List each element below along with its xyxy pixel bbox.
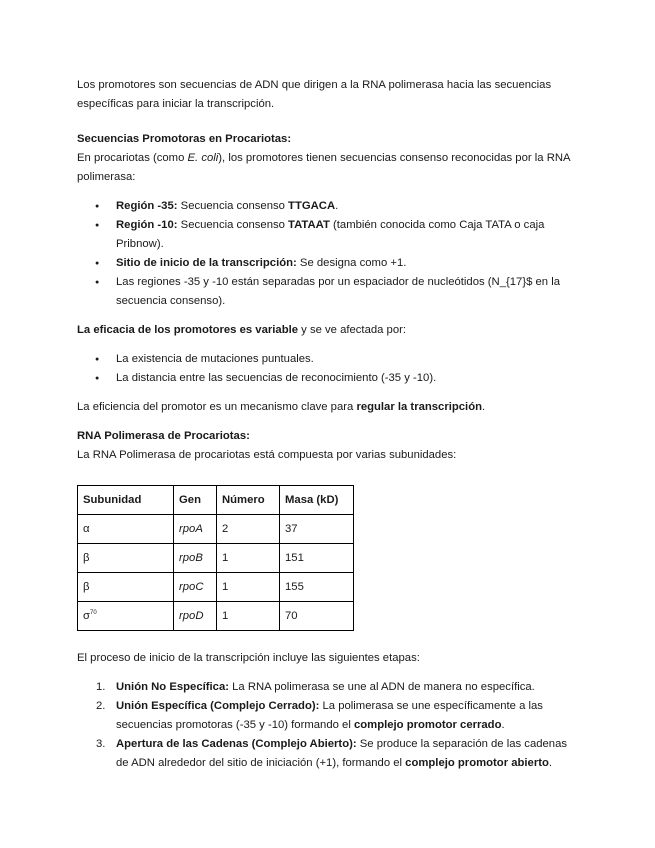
gene-cell: rpoA [174,515,217,544]
mass-cell: 155 [280,573,354,602]
section-heading-promoters: Secuencias Promotoras en Procariotas: [77,133,292,145]
list-item: 3. Apertura de las Cadenas (Complejo Abierto): Se produce la separación de las cadenas de ADN alrededor del sitio de iniciación (+1), formando el complejo promotor abierto. [96,738,568,769]
list-item: ● Sitio de inicio de la transcripción: Se designa como +1. [77,254,577,273]
process-intro: El proceso de inicio de la transcripción incluye las siguientes etapas: [77,652,420,664]
list-item: ● La existencia de mutaciones puntuales. [77,350,577,369]
list-item: ● Región -10: Secuencia consenso TATAAT (también conocida como Caja TATA o caja Pribnow). [77,216,577,254]
gene-cell: rpoD [174,602,217,631]
subunit-cell: β [78,544,174,573]
column-header: Subunidad [78,486,174,515]
consensus-list [77,197,577,311]
document-page [77,76,577,773]
mass-cell: 151 [280,544,354,573]
list-item: 1. Unión No Específica: La RNA polimerasa se une al ADN de manera no específica. [96,681,535,693]
number-cell: 1 [217,544,280,573]
number-cell: 2 [217,515,280,544]
efficiency-summary: La eficiencia del promotor es un mecanismo clave para regular la transcripción. [77,401,486,413]
efficacy-paragraph: La eficacia de los promotores es variable y se ve afectada por: [77,324,407,336]
section-intro-polymerase: La RNA Polimerasa de procariotas está compuesta por varias subunidades: [77,449,457,461]
process-steps-list [77,678,577,773]
table-row [78,573,354,602]
number-cell: 1 [217,602,280,631]
subunit-cell: β [78,573,174,602]
column-header: Masa (kD) [280,486,354,515]
table-header-row [78,486,354,515]
table-row [78,602,354,631]
table-row [78,544,354,573]
table-row [78,515,354,544]
list-item: ● La distancia entre las secuencias de reconocimiento (-35 y -10). [77,369,577,388]
subunit-cell: $\sigma^{70}$ [78,602,174,631]
gene-cell: rpoC [174,573,217,602]
gene-cell: rpoB [174,544,217,573]
list-item: ● Las regiones -35 y -10 están separadas por un espaciador de nucleótidos (N_{17}$ en la secuencia consenso). [77,273,577,311]
mass-cell: 70 [280,602,354,631]
section-heading-polymerase: RNA Polimerasa de Procariotas: [77,430,250,442]
subunit-table [77,485,354,631]
list-item: ● Región -35: Secuencia consenso TTGACA. [77,197,577,216]
intro-paragraph: Los promotores son secuencias de ADN que dirigen a la RNA polimerasa hacia las secuencias específicas para iniciar la transcripción. [77,79,552,110]
number-cell: 1 [217,573,280,602]
column-header: Gen [174,486,217,515]
mass-cell: 37 [280,515,354,544]
efficacy-list [77,350,577,388]
subunit-cell: α [78,515,174,544]
column-header: Número [217,486,280,515]
list-item: 2. Unión Específica (Complejo Cerrado): La polimerasa se une específicamente a las secuencias promotoras (-35 y -10) formando el complejo promotor cerrado. [96,700,543,731]
subunit-superscript: 70 [89,609,97,616]
section-intro-promoters: En procariotas (como E. coli), los promotores tienen secuencias consenso reconocidas por la RNA polimerasa: [77,152,570,183]
